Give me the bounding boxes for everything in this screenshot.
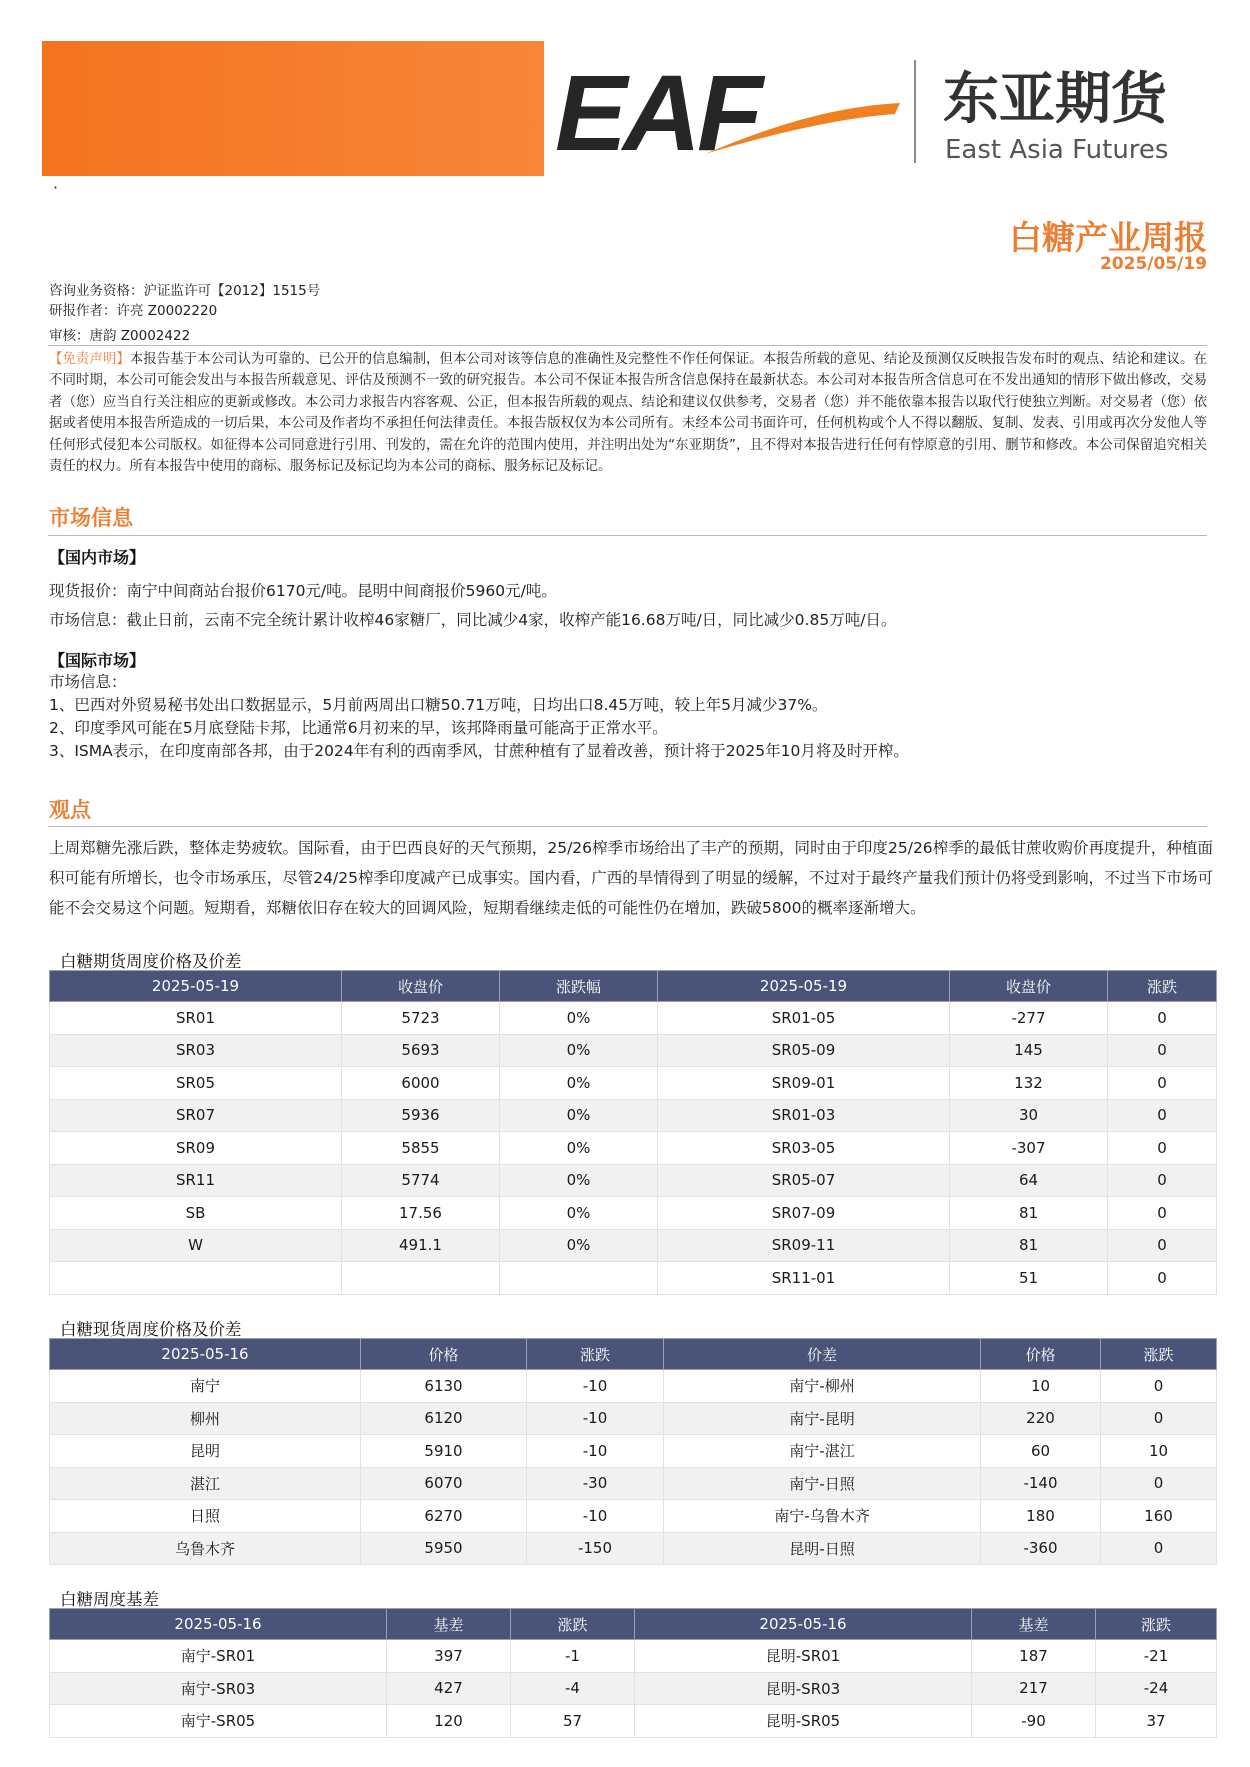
table-row xyxy=(50,1467,1217,1500)
column-header: 涨跌 xyxy=(1108,971,1217,1002)
table-cell: 0 xyxy=(1108,1132,1217,1165)
table-cell: 180 xyxy=(981,1500,1101,1533)
table-row xyxy=(50,1229,1217,1262)
table-cell: -10 xyxy=(527,1435,664,1468)
table-cell: -140 xyxy=(981,1467,1101,1500)
table-row xyxy=(50,1164,1217,1197)
spot-price-table xyxy=(49,1338,1217,1565)
table-row xyxy=(50,1705,1217,1738)
table-cell: 5936 xyxy=(342,1099,500,1132)
table-cell: 220 xyxy=(981,1402,1101,1435)
table-cell: 南宁-昆明 xyxy=(664,1402,981,1435)
table-cell: SR03-05 xyxy=(658,1132,950,1165)
column-header: 涨跌 xyxy=(511,1609,635,1640)
table-cell: 0 xyxy=(1108,1067,1217,1100)
table-cell: 160 xyxy=(1101,1500,1217,1533)
column-header: 基差 xyxy=(387,1609,511,1640)
table-cell: 6270 xyxy=(361,1500,527,1533)
disclaimer-text: 本报告基于本公司认为可靠的、已公开的信息编制，但本公司对该等信息的准确性及完整性不作任何保证。本报告所载的意见、结论及预测仅反映报告发布时的观点、结论和建议。在不同时期，本公司可能会发出与本报告所载意见、评估及预测不一致的研究报告。本公司不保证本报告所含信息保持在最新状态。本公司对本报告所含信息可在不发出通知的情形下做出修改，交易者（您）应当自行关注相应的更新或修改。本公司力求报告内容客观、公正，但本报告所载的观点、结论和建议仅供参考，交易者（您）并不能依靠本报告以取代行使独立判断。对交易者（您）依据或者使用本报告所造成的一切后果，本公司及作者均不承担任何法律责任。本报告版权仅为本公司所有。未经本公司书面许可，任何机构或个人不得以翻版、复制、发表、引用或再次分发他人等任何形式侵犯本公司版权。如征得本公司同意进行引用、刊发的，需在允许的范围内使用，并注明出处为“东亚期货”，且不得对本报告进行任何有悖原意的引用、删节和修改。本公司保留追究相关责任的权力。所有本报告中使用的商标、服务标记及标记均为本公司的商标、服务标记及标记。 xyxy=(49,352,1207,475)
table-cell: SR09-11 xyxy=(658,1229,950,1262)
table-cell: 昆明-SR01 xyxy=(635,1640,972,1673)
table-cell: 南宁 xyxy=(50,1370,361,1403)
table-cell: 57 xyxy=(511,1705,635,1738)
table-cell: 0% xyxy=(500,1164,658,1197)
table-cell: SR01-05 xyxy=(658,1002,950,1035)
section-title-view: 观点 xyxy=(49,798,91,822)
table-cell: -10 xyxy=(527,1402,664,1435)
table-cell: -277 xyxy=(950,1002,1108,1035)
table-cell: SR05-07 xyxy=(658,1164,950,1197)
table-cell: 5774 xyxy=(342,1164,500,1197)
logo-company-en: East Asia Futures xyxy=(945,135,1169,165)
header-orange-band xyxy=(42,41,544,176)
table-cell: 南宁-湛江 xyxy=(664,1435,981,1468)
logo-company-cn: 东亚期货 xyxy=(943,67,1167,132)
table-cell: 5910 xyxy=(361,1435,527,1468)
table-row xyxy=(50,1370,1217,1403)
table-cell: 5950 xyxy=(361,1532,527,1565)
table-cell: 30 xyxy=(950,1099,1108,1132)
table-cell: 湛江 xyxy=(50,1467,361,1500)
table-cell: 0 xyxy=(1108,1002,1217,1035)
table-cell: SR01 xyxy=(50,1002,342,1035)
table-caption-spot: 白糖现货周度价格及价差 xyxy=(60,1320,242,1339)
table-cell: 5723 xyxy=(342,1002,500,1035)
view-text: 上周郑糖先涨后跌，整体走势疲软。国际看，由于巴西良好的天气预期，25/26榨季市场给出了丰产的预期，同时由于印度25/26榨季的最低甘蔗收购价再度提升，种植面积可能有所增长，也令市场承压，尽管24/25榨季印度减产已成事实。国内看，广西的旱情得到了明显的缓解，不过对于最终产量我们预计仍将受到影响，不过当下市场可能不会交易这个问题。短期看，郑糖依旧存在较大的回调风险，短期看继续走低的可能性仍在增加，跌破5800的概率逐渐增大。 xyxy=(49,839,1213,917)
disclaimer xyxy=(49,349,1207,477)
table-cell: 南宁-日照 xyxy=(664,1467,981,1500)
table-cell: -90 xyxy=(972,1705,1096,1738)
table-cell: 10 xyxy=(981,1370,1101,1403)
table-cell: 日照 xyxy=(50,1500,361,1533)
column-header: 涨跌 xyxy=(1101,1339,1217,1370)
table-cell: 6000 xyxy=(342,1067,500,1100)
intl-market-title: 【国际市场】 xyxy=(49,651,146,670)
table-row xyxy=(50,1132,1217,1165)
table-cell: 60 xyxy=(981,1435,1101,1468)
table-cell: -1 xyxy=(511,1640,635,1673)
table-cell: 0% xyxy=(500,1034,658,1067)
divider xyxy=(48,345,1207,346)
table-cell: SR03 xyxy=(50,1034,342,1067)
table-cell: 0% xyxy=(500,1132,658,1165)
table-cell: 0 xyxy=(1108,1034,1217,1067)
table-cell: 17.56 xyxy=(342,1197,500,1230)
table-cell: 0 xyxy=(1101,1370,1217,1403)
table-cell: 0 xyxy=(1108,1262,1217,1295)
table-cell: 南宁-SR05 xyxy=(50,1705,387,1738)
table-cell: -21 xyxy=(1096,1640,1217,1673)
column-header: 价格 xyxy=(361,1339,527,1370)
table-cell: 81 xyxy=(950,1197,1108,1230)
table-row xyxy=(50,1262,1217,1295)
column-header: 2025-05-16 xyxy=(50,1609,387,1640)
table-row xyxy=(50,1034,1217,1067)
spot-price-text: 现货报价：南宁中间商站台报价6170元/吨。昆明中间商报价5960元/吨。 xyxy=(49,582,557,600)
table-cell: 6130 xyxy=(361,1370,527,1403)
column-header: 收盘价 xyxy=(342,971,500,1002)
table-cell: 南宁-乌鲁木齐 xyxy=(664,1500,981,1533)
table-row xyxy=(50,1197,1217,1230)
table-cell: 柳州 xyxy=(50,1402,361,1435)
table-cell: 6120 xyxy=(361,1402,527,1435)
table-cell: 0% xyxy=(500,1197,658,1230)
table-row xyxy=(50,1067,1217,1100)
table-row xyxy=(50,1435,1217,1468)
reviewer-line: 审核：唐韵 Z0002422 xyxy=(49,328,191,344)
table-cell: 5693 xyxy=(342,1034,500,1067)
table-cell: 5855 xyxy=(342,1132,500,1165)
table-cell: 0 xyxy=(1101,1402,1217,1435)
table-cell: 0% xyxy=(500,1067,658,1100)
table-row xyxy=(50,1672,1217,1705)
table-cell: 昆明-SR03 xyxy=(635,1672,972,1705)
table-header-row xyxy=(50,1609,1217,1640)
column-header: 2025-05-19 xyxy=(658,971,950,1002)
table-cell: -360 xyxy=(981,1532,1101,1565)
table-cell: 0 xyxy=(1108,1197,1217,1230)
table-cell: -307 xyxy=(950,1132,1108,1165)
table-cell: 0% xyxy=(500,1229,658,1262)
table-cell: 昆明-SR05 xyxy=(635,1705,972,1738)
table-cell: 491.1 xyxy=(342,1229,500,1262)
table-cell: SR05 xyxy=(50,1067,342,1100)
table-cell: 145 xyxy=(950,1034,1108,1067)
table-cell: 6070 xyxy=(361,1467,527,1500)
section-divider xyxy=(48,826,1207,827)
table-cell: SR09-01 xyxy=(658,1067,950,1100)
table-cell: 乌鲁木齐 xyxy=(50,1532,361,1565)
table-cell: SR05-09 xyxy=(658,1034,950,1067)
table-cell: -4 xyxy=(511,1672,635,1705)
table-cell: 0 xyxy=(1101,1532,1217,1565)
bullet-dot: · xyxy=(53,178,59,197)
futures-price-table xyxy=(49,970,1217,1295)
column-header: 2025-05-16 xyxy=(50,1339,361,1370)
column-header: 价格 xyxy=(981,1339,1101,1370)
table-row xyxy=(50,1500,1217,1533)
logo-mark: EAF xyxy=(555,58,759,168)
table-cell xyxy=(342,1262,500,1295)
report-title: 白糖产业周报 xyxy=(1009,218,1207,257)
table-cell: -30 xyxy=(527,1467,664,1500)
table-cell: SB xyxy=(50,1197,342,1230)
table-caption-futures: 白糖期货周度价格及价差 xyxy=(60,952,242,971)
table-cell: 南宁-SR01 xyxy=(50,1640,387,1673)
table-cell: 81 xyxy=(950,1229,1108,1262)
table-cell: 132 xyxy=(950,1067,1108,1100)
table-cell: 昆明-日照 xyxy=(664,1532,981,1565)
table-cell: 0 xyxy=(1108,1164,1217,1197)
intl-item: 3、ISMA表示，在印度南部各邦，由于2024年有利的西南季风，甘蔗种植有了显着改善，预计将于2025年10月将及时开榨。 xyxy=(49,742,909,760)
table-cell: SR11-01 xyxy=(658,1262,950,1295)
table-cell: SR11 xyxy=(50,1164,342,1197)
domestic-market-info: 市场信息：截止日前，云南不完全统计累计收榨46家糖厂，同比减少4家，收榨产能16.68万吨/日，同比减少0.85万吨/日。 xyxy=(49,611,897,629)
table-caption-basis: 白糖周度基差 xyxy=(60,1590,159,1609)
table-cell: -10 xyxy=(527,1370,664,1403)
table-cell: 397 xyxy=(387,1640,511,1673)
table-cell xyxy=(50,1262,342,1295)
table-cell: 0% xyxy=(500,1002,658,1035)
license-line: 咨询业务资格：沪证监许可【2012】1515号 xyxy=(49,283,321,299)
section-title-market: 市场信息 xyxy=(49,506,133,530)
table-row xyxy=(50,1532,1217,1565)
intl-item: 1、巴西对外贸易秘书处出口数据显示，5月前两周出口糖50.71万吨，日均出口8.45万吨，较上年5月减少37%。 xyxy=(49,696,828,714)
section-divider xyxy=(48,535,1207,536)
intl-market-label: 市场信息： xyxy=(49,673,127,691)
table-cell: 昆明 xyxy=(50,1435,361,1468)
table-cell: SR07-09 xyxy=(658,1197,950,1230)
column-header: 收盘价 xyxy=(950,971,1108,1002)
basis-table xyxy=(49,1608,1217,1738)
intl-item: 2、印度季风可能在5月底登陆卡邦，比通常6月初来的早，该邦降雨量可能高于正常水平。 xyxy=(49,719,668,737)
table-cell: 10 xyxy=(1101,1435,1217,1468)
table-cell: 南宁-柳州 xyxy=(664,1370,981,1403)
table-cell: 427 xyxy=(387,1672,511,1705)
author-line: 研报作者：许亮 Z0002220 xyxy=(49,303,218,319)
table-header-row xyxy=(50,1339,1217,1370)
table-row xyxy=(50,1099,1217,1132)
disclaimer-tag: 【免责声明】 xyxy=(49,352,130,367)
company-logo xyxy=(555,58,1205,168)
table-cell: SR09 xyxy=(50,1132,342,1165)
table-row xyxy=(50,1402,1217,1435)
table-cell: 0 xyxy=(1108,1099,1217,1132)
table-cell: 南宁-SR03 xyxy=(50,1672,387,1705)
table-cell: 0 xyxy=(1108,1229,1217,1262)
column-header: 2025-05-19 xyxy=(50,971,342,1002)
table-cell: 0% xyxy=(500,1099,658,1132)
table-header-row xyxy=(50,971,1217,1002)
table-cell xyxy=(500,1262,658,1295)
column-header: 涨跌幅 xyxy=(500,971,658,1002)
table-cell: 120 xyxy=(387,1705,511,1738)
table-cell: SR07 xyxy=(50,1099,342,1132)
domestic-market-title: 【国内市场】 xyxy=(49,548,146,567)
table-cell: 37 xyxy=(1096,1705,1217,1738)
table-cell: 0 xyxy=(1101,1467,1217,1500)
table-cell: 64 xyxy=(950,1164,1108,1197)
table-row xyxy=(50,1002,1217,1035)
report-date: 2025/05/19 xyxy=(1099,254,1207,274)
table-cell: SR01-03 xyxy=(658,1099,950,1132)
table-cell: 51 xyxy=(950,1262,1108,1295)
table-cell: -10 xyxy=(527,1500,664,1533)
table-cell: W xyxy=(50,1229,342,1262)
column-header: 涨跌 xyxy=(1096,1609,1217,1640)
column-header: 涨跌 xyxy=(527,1339,664,1370)
table-cell: 187 xyxy=(972,1640,1096,1673)
column-header: 基差 xyxy=(972,1609,1096,1640)
column-header: 价差 xyxy=(664,1339,981,1370)
table-cell: -24 xyxy=(1096,1672,1217,1705)
table-cell: -150 xyxy=(527,1532,664,1565)
column-header: 2025-05-16 xyxy=(635,1609,972,1640)
table-cell: 217 xyxy=(972,1672,1096,1705)
table-row xyxy=(50,1640,1217,1673)
